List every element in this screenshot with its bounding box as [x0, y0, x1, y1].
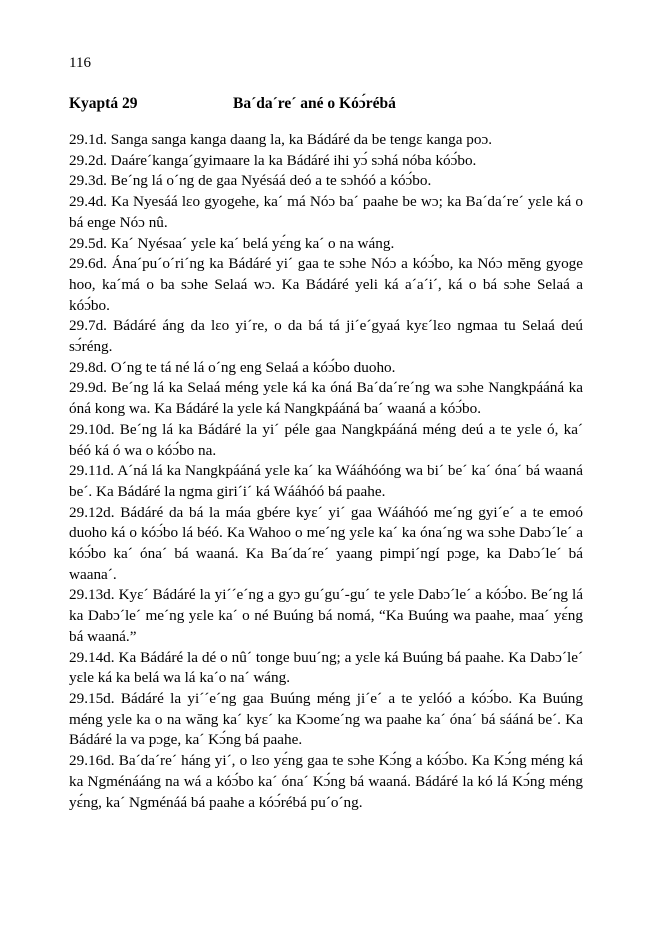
- verse-29-9: 29.9d. Be´ng lá ka Selaá méng yɛle ká ka óná Ba´da´re´ng wa sɔhe Nangkpááná ka óná kong wa. Ka Bádáré la yɛle ká Nangkpááná ba´ waaná a kóɔ́bo.: [69, 379, 583, 418]
- verse-29-5: 29.5d. Ka´ Nyésaa´ yɛle ka´ belá yɛ́ng ka´ o na wáng.: [69, 234, 395, 252]
- verse-29-11: 29.11d. A´ná lá ka Nangkpááná yɛle ka´ ka Wááhóóng wa bi´ be´ ka´ óna´ bá waaná be´. Ka Bádáré la ngma giri´i´ ká Wááhóó bá paahe.: [69, 462, 583, 500]
- page-number: 116: [69, 55, 91, 71]
- chapter-heading: [69, 95, 589, 115]
- verse-29-14: 29.14d. Ka Bádáré la dé o nû´ tonge buu´ng; a yɛle ká Buúng bá paahe. Ka Dabɔ´le´ yɛle ká ka belá wa lá ka´o na´ wáng.: [69, 648, 583, 687]
- chapter-label: Kyaptá 29: [69, 95, 138, 112]
- verse-29-6: 29.6d. Ána´pu´o´ri´ng ka Bádáré yi´ gaa te sɔhe Nóɔ a kóɔ́bo, ka Nóɔ mĕng gyoge hoo, ka´má o ba sɔhe Selaá wɔ. Ka Bádáré yeli ká a´a´i´, ká o bá sɔhe Selaá a kóɔ́bo.: [69, 255, 583, 314]
- chapter-title: Ba´da´re´ ané o Kóɔ́rébá: [233, 95, 396, 112]
- verse-29-3: 29.3d. Be´ng lá o´ng de gaa Nyésáá deó a te sɔhóó a kóɔ́bo.: [69, 172, 432, 190]
- verse-29-4: 29.4d. Ka Nyesáá lɛo gyogehe, ka´ má Nóɔ ba´ paahe be wɔ; ka Ba´da´re´ yɛle ká o bá enge Nóɔ nû.: [69, 193, 583, 231]
- verse-29-15: 29.15d. Bádáré la yi´´e´ng gaa Buúng méng ji´e´ a te yɛlóó a kóɔ́bo. Ka Buúng méng yɛle ka o na wăng ka´ kyɛ´ ka Kɔome´ng wa paahe ka´ óna´ bá sááná be´. Ka Bádáré la va pɔge, ka´ Kɔ́ng bá paahe.: [69, 689, 583, 749]
- verse-29-12: 29.12d. Bádáré da bá la máa gbére kyɛ´ yi´ gaa Wááhóó me´ng gyi´e´ a te emoó duoho ká o kóɔ́bo lá béó. Ka Wahoo o me´ng yɛle ka´ ka óna´ng wa sɔhe Dabɔ´le´ a kóɔ́bo ka´ óna´ bá waaná. Ka Ba´da´re´ yaang pimpi´ngí pɔge, ka Dabɔ´le´ bá waana´.: [69, 503, 583, 583]
- verse-29-1: 29.1d. Sanga sanga kanga daang la, ka Bádáré da be tengɛ kanga poɔ.: [69, 131, 493, 148]
- verse-29-13: 29.13d. Kyɛ´ Bádáré la yi´´e´ng a gyɔ gu´gu´-gu´ te yɛle Dabɔ´le´ a kóɔ́bo. Be´ng lá ka Dabɔ´le´ me´ng yɛle ka´ o né Buúng bá nomá, “Ka Buúng wa paahe, maa´ yɛ́ng bá waaná.”: [69, 586, 583, 645]
- verse-29-16: 29.16d. Ba´da´re´ háng yi´, o lɛo yɛ́ng gaa te sɔhe Kɔ́ng a kóɔ́bo. Ka Kɔ́ng méng ká ka Ngménááng na wá a kóɔ́bo ka´ óna´ Kɔ́ng bá waaná. Bádáré la kó lá Kɔ́ng méng yɛ́ng, ka´ Ngménáá bá paahe a kóɔ́rébá pu´o´ng.: [69, 752, 583, 811]
- verse-29-2: 29.2d. Daáre´kanga´gyimaare la ka Bádáré ihi yɔ́ sɔhá nóba kóɔ́bo.: [69, 151, 477, 169]
- verse-29-8: 29.8d. O´ng te tá né lá o´ng eng Selaá a kóɔ́bo duoho.: [69, 358, 396, 376]
- verse-29-10: 29.10d. Be´ng lá ka Bádáré la yi´ péle gaa Nangkpááná méng deú a te yɛle ó, ka´ béó ká ó wa o kóɔ́bo na.: [69, 420, 583, 459]
- verse-list: [69, 130, 583, 813]
- verse-29-7: 29.7d. Bádáré áng da lɛo yi´re, o da bá tá ji´e´gyaá kyɛ´lɛo ngmaa tu Selaá deú sɔ́réng.: [69, 317, 583, 356]
